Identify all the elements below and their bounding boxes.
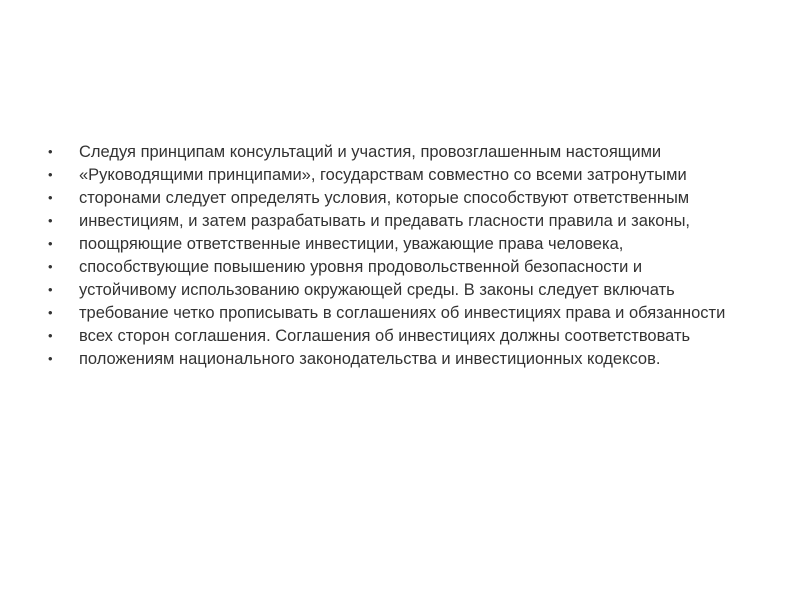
- bullet-item: [46, 189, 766, 207]
- bullet-icon: •: [48, 282, 53, 297]
- bullet-item: [46, 304, 766, 322]
- bullet-text: требование четко прописывать в соглашениях об инвестициях права и обязанности: [79, 304, 726, 322]
- bullet-item: [46, 327, 766, 345]
- bullet-text: способствующие повышению уровня продовольственной безопасности и: [79, 258, 643, 276]
- bullet-item: [46, 350, 766, 368]
- bullet-item: [46, 235, 766, 253]
- bullet-icon: •: [48, 167, 53, 182]
- bullet-item: [46, 258, 766, 276]
- bullet-text: «Руководящими принципами», государствам совместно со всеми затронутыми: [79, 166, 687, 184]
- bullet-text: инвестициям, и затем разрабатывать и предавать гласности правила и законы,: [79, 212, 691, 230]
- bullet-item: [46, 143, 766, 161]
- bullet-item: [46, 281, 766, 299]
- bullet-text: устойчивому использованию окружающей среды. В законы следует включать: [79, 281, 675, 299]
- bullet-text: сторонами следует определять условия, которые способствуют ответственным: [79, 189, 690, 207]
- bullet-text: положениям национального законодательства и инвестиционных кодексов.: [79, 350, 661, 368]
- bullet-text: всех сторон соглашения. Соглашения об инвестициях должны соответствовать: [79, 327, 691, 345]
- bullet-icon: •: [48, 213, 53, 228]
- bullet-icon: •: [48, 190, 53, 205]
- bullet-icon: •: [48, 259, 53, 274]
- bullet-icon: •: [48, 144, 53, 159]
- bullet-list: [46, 143, 766, 373]
- bullet-text: Следуя принципам консультаций и участия, провозглашенным настоящими: [79, 143, 662, 161]
- bullet-icon: •: [48, 351, 53, 366]
- bullet-item: [46, 166, 766, 184]
- bullet-icon: •: [48, 236, 53, 251]
- bullet-text: поощряющие ответственные инвестиции, уважающие права человека,: [79, 235, 624, 253]
- bullet-icon: •: [48, 305, 53, 320]
- bullet-item: [46, 212, 766, 230]
- bullet-icon: •: [48, 328, 53, 343]
